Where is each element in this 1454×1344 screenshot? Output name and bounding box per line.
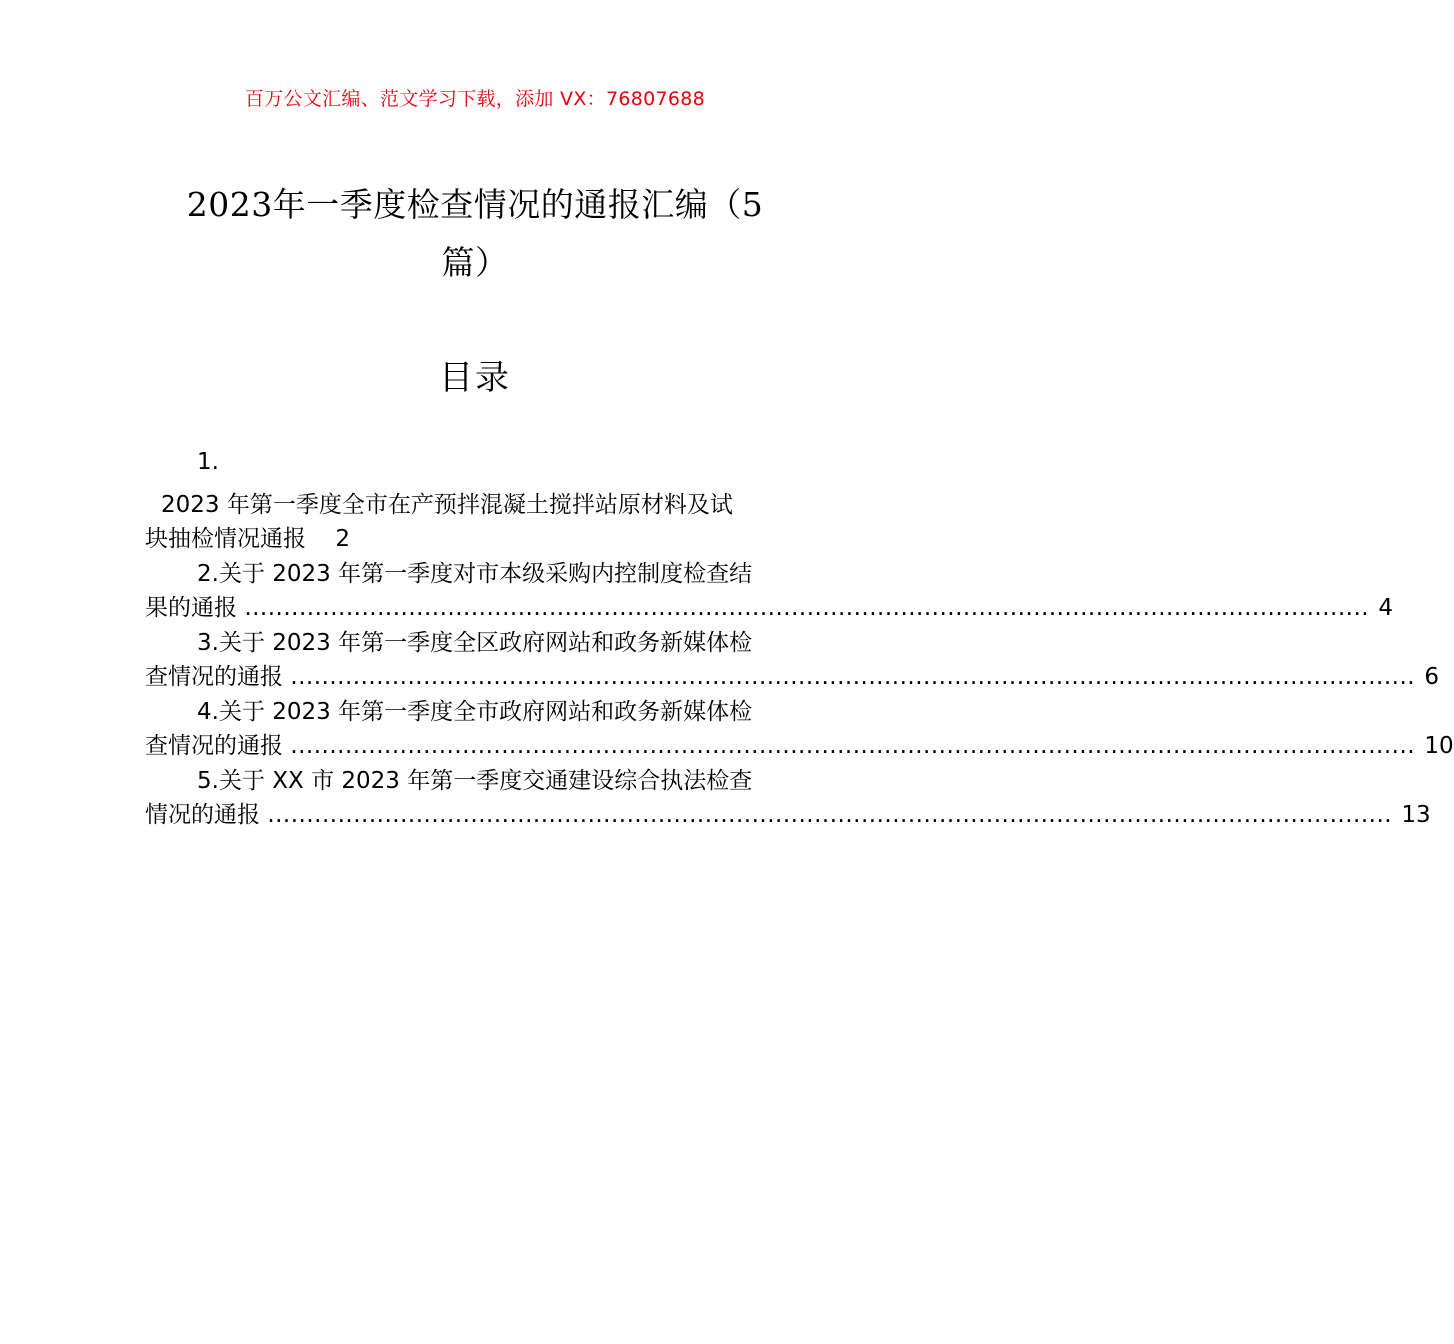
table-of-contents <box>145 445 1454 833</box>
toc-heading: 目录 <box>439 358 511 398</box>
toc-item-line1: 2.关于 2023 年第一季度对市本级采购内控制度检查结 <box>197 560 753 587</box>
toc-leader-dots <box>267 802 1392 828</box>
toc-item-page: 6 <box>1424 664 1440 690</box>
document-title <box>165 176 785 292</box>
title-text: 年一季度检查情况的通报汇编（ <box>272 185 742 224</box>
title-count: 5 <box>741 185 764 224</box>
toc-item-line2 <box>145 729 1454 764</box>
title-line2: 篇） <box>441 243 509 282</box>
toc-item-line2-text: 查情况的通报 <box>145 733 283 759</box>
toc-item-line2-text: 块抽检情况通报 <box>145 526 306 552</box>
toc-item-line1: 2023 年第一季度全市在产预拌混凝土搅拌站原材料及试 <box>161 491 733 518</box>
toc-leader-dots <box>290 733 1415 759</box>
toc-item-line1: 5.关于 XX 市 2023 年第一季度交通建设综合执法检查 <box>197 767 753 794</box>
title-year: 2023 <box>186 185 273 224</box>
toc-item-1[interactable] <box>145 445 807 557</box>
toc-item-page: 13 <box>1401 802 1431 828</box>
toc-leader-dots <box>290 664 1415 690</box>
toc-item-4[interactable] <box>145 695 1454 764</box>
toc-item-line1: 3.关于 2023 年第一季度全区政府网站和政务新媒体检 <box>197 629 753 656</box>
toc-item-line2-text: 果的通报 <box>145 595 237 621</box>
toc-item-page: 4 <box>1378 595 1394 621</box>
toc-item-2[interactable] <box>145 557 1394 626</box>
toc-item-line1: 4.关于 2023 年第一季度全市政府网站和政务新媒体检 <box>197 698 753 725</box>
toc-item-line2 <box>145 591 1394 626</box>
toc-item-5[interactable] <box>145 764 1431 833</box>
toc-item-3[interactable] <box>145 626 1440 695</box>
toc-item-page: 10 <box>1424 733 1454 759</box>
toc-item-line2 <box>145 798 1431 833</box>
toc-item-line2 <box>145 660 1440 695</box>
toc-item-page: 2 <box>335 526 350 552</box>
toc-item-line2-text: 情况的通报 <box>145 802 260 828</box>
toc-item-number: 1. <box>197 449 219 475</box>
toc-item-line2-text: 查情况的通报 <box>145 664 283 690</box>
header-watermark-note: 百万公文汇编、范文学习下载，添加 VX：76807688 <box>244 88 706 110</box>
toc-item-line2 <box>145 522 807 557</box>
toc-leader-dots <box>244 595 1369 621</box>
